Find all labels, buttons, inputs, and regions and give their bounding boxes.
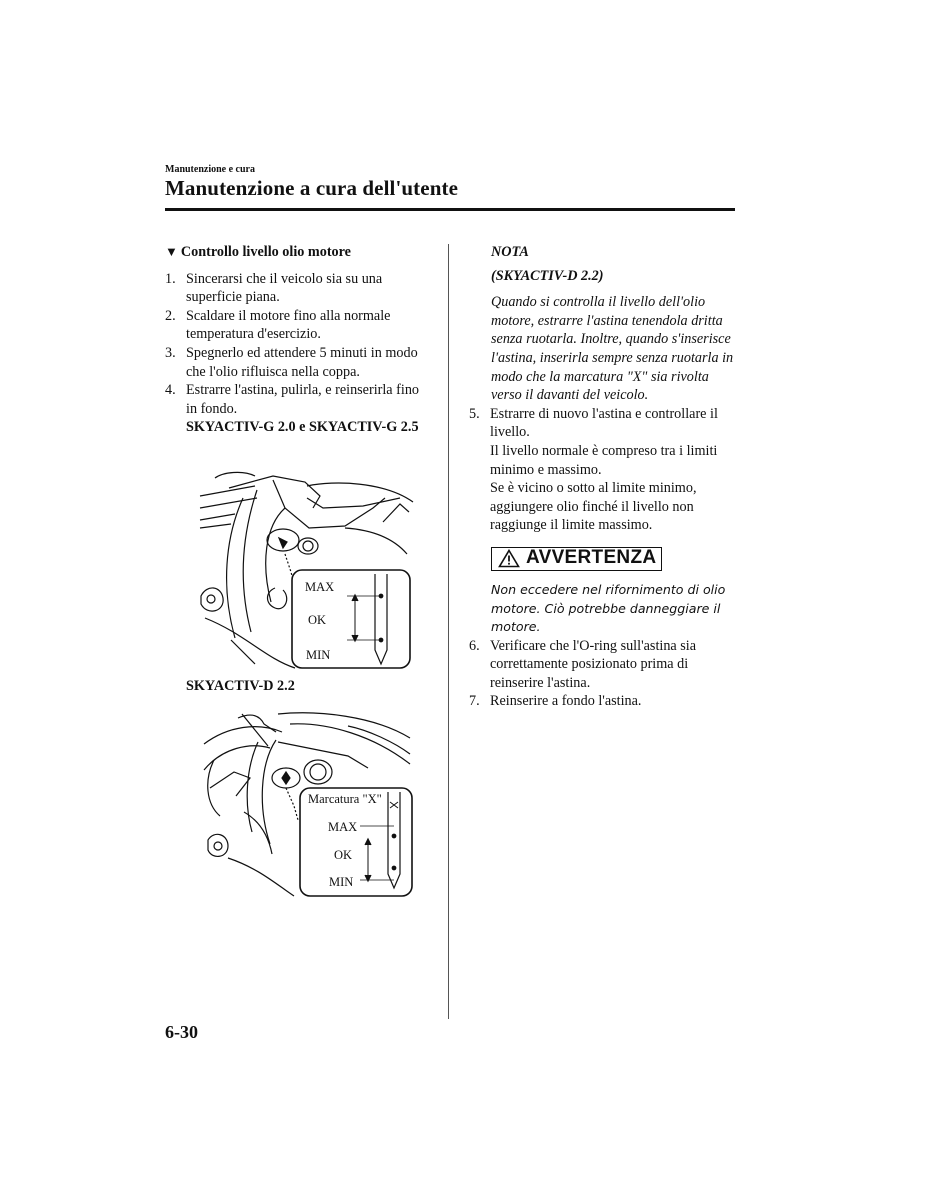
list-item [165,307,420,344]
warning-text: Non eccedere nel rifornimento di olio motore. Ciò potrebbe danneggiare il motore. [491,581,726,635]
step-number: 3. [165,344,176,361]
step-text: Spegnerlo ed attendere 5 minuti in modo che l'olio rifluisca nella coppa. [186,344,418,380]
max-label: MAX [305,580,335,594]
step-number: 4. [165,382,176,399]
page-title: Manutenzione a cura dell'utente [165,176,458,200]
subsection-heading-text: Controllo livello olio motore [180,244,351,260]
left-column [165,243,420,437]
max-label: MAX [328,820,358,834]
step-text: Il livello normale è compreso tra i limiti minimo e massimo. [490,442,718,478]
note-heading: NOTA [491,244,529,260]
warning-label: AVVERTENZA [526,547,657,569]
ok-label: OK [308,613,327,627]
list-item [165,381,420,418]
step-number: 2. [165,307,176,324]
warning-box [491,547,662,571]
note-body: Quando si controlla il livello dell'olio motore, estrarre l'astina tenendola dritta senza ruotarla. Inoltre, quando s'inserisce l'astina, inserirla sempre senza ruotarla in modo che la marcatura "X" sia rivolta verso il davanti del veicolo. [491,294,734,404]
section-label: Manutenzione e cura [165,164,255,175]
min-label: MIN [329,875,354,889]
steps-list [165,270,420,419]
x-mark-label: Marcatura "X" [308,792,382,806]
page-number: 6-30 [165,1022,198,1042]
min-label: MIN [306,648,331,662]
right-column [469,243,737,711]
list-item [165,344,420,381]
step-text: Estrarre di nuovo l'astina e controllare il livello. [490,405,718,441]
steps-list-final [469,637,737,711]
step-number: 6. [469,637,480,654]
step-number: 5. [469,405,480,422]
step-text: Estrarre l'astina, pulirla, e reinserirla fino in fondo. [186,382,420,417]
model-label-gasoline: SKYACTIV-G 2.0 e SKYACTIV-G 2.5 [186,419,419,436]
list-item [469,637,737,693]
list-item [469,405,737,535]
list-item [165,270,420,307]
title-rule [165,208,735,211]
step-text: Scaldare il motore fino alla normale temperatura d'esercizio. [186,307,391,343]
subsection-heading [165,243,420,262]
warning-triangle-icon [498,549,520,568]
column-divider [448,244,449,1019]
ok-label: OK [334,848,353,862]
note-model: (SKYACTIV-D 2.2) [491,267,604,284]
triangle-marker-icon: ▼ [165,244,178,259]
step-text: Verificare che l'O-ring sull'astina sia correttamente posizionato prima di reinserire l'astina. [490,637,697,691]
step-number: 7. [469,693,480,710]
step-text: Sincerarsi che il veicolo sia su una superficie piana. [186,270,383,306]
step-number: 1. [165,270,176,287]
model-label-diesel: SKYACTIV-D 2.2 [186,678,295,694]
dipstick-figure-gasoline [195,468,420,676]
step-text: Reinserire a fondo l'astina. [490,693,642,710]
list-item [469,692,737,711]
dipstick-figure-diesel [198,708,418,900]
step-text: Se è vicino o sotto al limite minimo, aggiungere olio finché il livello non raggiunge il limite massimo. [490,480,697,534]
steps-list-continued [469,405,737,535]
